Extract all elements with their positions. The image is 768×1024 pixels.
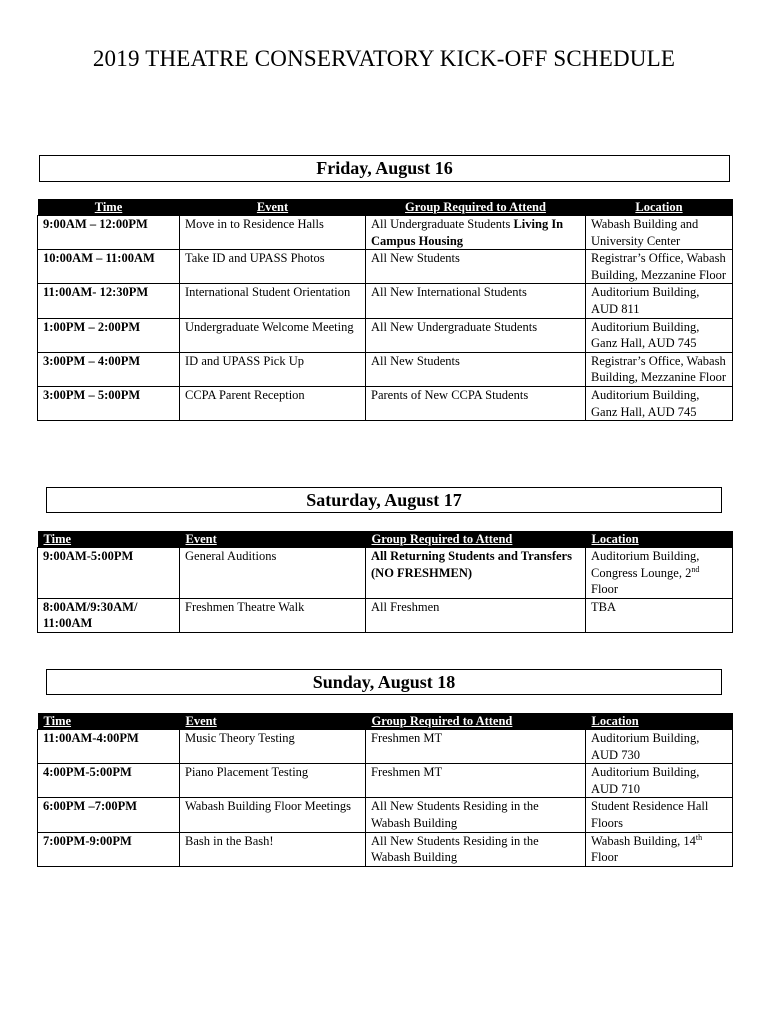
friday-heading: Friday, August 16 xyxy=(39,155,730,182)
event-cell: Music Theory Testing xyxy=(180,730,366,764)
group-text: All Undergraduate Students xyxy=(371,217,514,231)
group-cell xyxy=(366,216,586,250)
sunday-table xyxy=(37,713,733,867)
header-location: Location xyxy=(586,713,733,730)
location-text-end: Floor xyxy=(591,850,619,865)
group-cell: Freshmen MT xyxy=(366,730,586,764)
time-cell: 9:00AM-5:00PM xyxy=(38,548,180,599)
sunday-heading: Sunday, August 18 xyxy=(46,669,722,695)
table-row xyxy=(38,598,733,632)
event-cell: ID and UPASS Pick Up xyxy=(180,352,366,386)
location-text: Wabash Building, 14 xyxy=(591,833,696,848)
table-header-row xyxy=(38,531,733,548)
time-cell: 9:00AM – 12:00PM xyxy=(38,216,180,250)
location-cell xyxy=(586,548,733,599)
group-cell: All New Students Residing in the Wabash Building xyxy=(366,798,586,832)
location-cell: Registrar’s Office, Wabash Building, Mezzanine Floor xyxy=(586,250,733,284)
event-cell: Wabash Building Floor Meetings xyxy=(180,798,366,832)
event-cell: International Student Orientation xyxy=(180,284,366,318)
location-cell: Auditorium Building, AUD 811 xyxy=(586,284,733,318)
ordinal-suffix: th xyxy=(695,832,703,842)
location-cell: Registrar’s Office, Wabash Building, Mezzanine Floor xyxy=(586,352,733,386)
location-text: Auditorium Building, Congress Lounge, 2 xyxy=(591,549,700,580)
location-text-end: Floor xyxy=(591,582,619,597)
group-cell: All Freshmen xyxy=(366,598,586,632)
event-cell: Piano Placement Testing xyxy=(180,764,366,798)
table-row xyxy=(38,548,733,599)
location-cell: Auditorium Building, Ganz Hall, AUD 745 xyxy=(586,386,733,420)
table-row xyxy=(38,386,733,420)
event-cell: General Auditions xyxy=(180,548,366,599)
table-row xyxy=(38,318,733,352)
group-cell: Freshmen MT xyxy=(366,764,586,798)
time-cell: 4:00PM-5:00PM xyxy=(38,764,180,798)
header-group: Group Required to Attend xyxy=(366,713,586,730)
location-cell: Auditorium Building, Ganz Hall, AUD 745 xyxy=(586,318,733,352)
header-time: Time xyxy=(38,199,180,216)
time-cell: 11:00AM- 12:30PM xyxy=(38,284,180,318)
location-cell: Auditorium Building, AUD 710 xyxy=(586,764,733,798)
table-row xyxy=(38,352,733,386)
header-group: Group Required to Attend xyxy=(366,531,586,548)
table-row xyxy=(38,284,733,318)
location-cell xyxy=(586,832,733,866)
header-location: Location xyxy=(586,531,733,548)
table-header-row xyxy=(38,713,733,730)
group-cell: All New Students Residing in the Wabash Building xyxy=(366,832,586,866)
table-row xyxy=(38,216,733,250)
header-group: Group Required to Attend xyxy=(366,199,586,216)
saturday-table xyxy=(37,531,733,633)
table-row xyxy=(38,764,733,798)
table-row xyxy=(38,730,733,764)
group-cell: All New Undergraduate Students xyxy=(366,318,586,352)
group-cell: Parents of New CCPA Students xyxy=(366,386,586,420)
time-cell: 6:00PM –7:00PM xyxy=(38,798,180,832)
table-row xyxy=(38,250,733,284)
time-cell: 3:00PM – 4:00PM xyxy=(38,352,180,386)
location-cell: Student Residence Hall Floors xyxy=(586,798,733,832)
time-cell: 10:00AM – 11:00AM xyxy=(38,250,180,284)
group-cell: All New Students xyxy=(366,352,586,386)
group-text-bold: Living In Campus Housing xyxy=(371,217,564,248)
group-cell: All New International Students xyxy=(366,284,586,318)
event-cell: Freshmen Theatre Walk xyxy=(180,598,366,632)
time-cell: 11:00AM-4:00PM xyxy=(38,730,180,764)
table-row xyxy=(38,798,733,832)
header-event: Event xyxy=(180,199,366,216)
table-header-row xyxy=(38,199,733,216)
ordinal-suffix: nd xyxy=(691,564,700,574)
header-event: Event xyxy=(180,713,366,730)
event-cell: Move in to Residence Halls xyxy=(180,216,366,250)
time-cell: 8:00AM/9:30AM/ 11:00AM xyxy=(38,598,180,632)
table-row xyxy=(38,832,733,866)
page-title: 2019 THEATRE CONSERVATORY KICK-OFF SCHEDULE xyxy=(92,46,676,71)
header-location: Location xyxy=(586,199,733,216)
time-cell: 7:00PM-9:00PM xyxy=(38,832,180,866)
time-cell: 3:00PM – 5:00PM xyxy=(38,386,180,420)
group-cell: All New Students xyxy=(366,250,586,284)
friday-table xyxy=(37,199,733,421)
event-cell: Take ID and UPASS Photos xyxy=(180,250,366,284)
event-cell: CCPA Parent Reception xyxy=(180,386,366,420)
header-time: Time xyxy=(38,713,180,730)
location-cell: TBA xyxy=(586,598,733,632)
time-cell: 1:00PM – 2:00PM xyxy=(38,318,180,352)
location-cell: Auditorium Building, AUD 730 xyxy=(586,730,733,764)
event-cell: Bash in the Bash! xyxy=(180,832,366,866)
location-cell: Wabash Building and University Center xyxy=(586,216,733,250)
group-cell: All Returning Students and Transfers (NO FRESHMEN) xyxy=(366,548,586,599)
event-cell: Undergraduate Welcome Meeting xyxy=(180,318,366,352)
header-event: Event xyxy=(180,531,366,548)
header-time: Time xyxy=(38,531,180,548)
saturday-heading: Saturday, August 17 xyxy=(46,487,722,513)
